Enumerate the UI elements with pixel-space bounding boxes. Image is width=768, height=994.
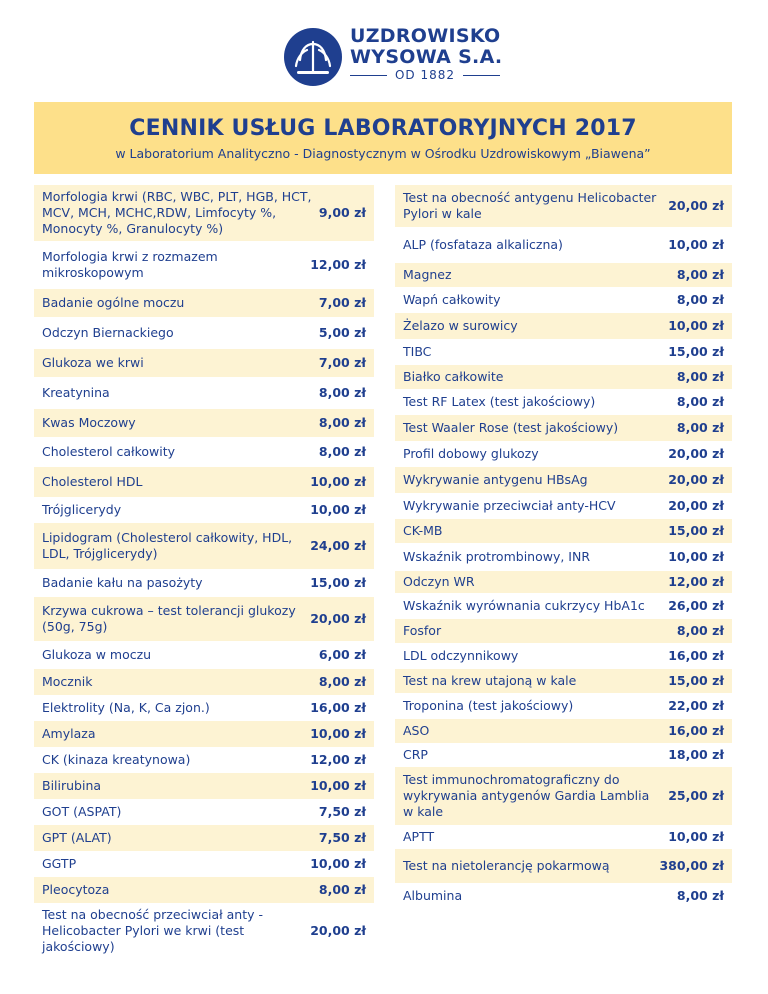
price-row (395, 619, 732, 643)
price-row (34, 903, 374, 959)
test-price: 7,50 zł (318, 830, 366, 845)
price-row (34, 409, 374, 437)
price-row (395, 263, 732, 287)
test-price: 8,00 zł (676, 394, 724, 409)
price-row (34, 377, 374, 409)
price-row (34, 721, 374, 747)
test-price: 9,00 zł (318, 205, 366, 220)
test-name: Kwas Moczowy (42, 415, 136, 430)
logo-wordmark (350, 26, 502, 68)
test-name: CK (kinaza kreatynowa) (42, 752, 191, 767)
test-price: 12,00 zł (310, 752, 366, 767)
price-row (34, 569, 374, 597)
price-row (395, 767, 732, 825)
test-price: 5,00 zł (318, 325, 366, 340)
test-name: Test RF Latex (test jakościowy) (403, 394, 596, 409)
price-row (34, 241, 374, 289)
price-row (395, 415, 732, 441)
price-row (34, 317, 374, 349)
page-title: CENNIK USŁUG LABORATORYJNYCH 2017 (129, 116, 637, 141)
test-name: Bilirubina (42, 778, 102, 793)
test-name: Kreatynina (42, 385, 110, 400)
divider (350, 75, 387, 76)
test-price: 10,00 zł (668, 829, 724, 844)
test-name: Troponina (test jakościowy) (403, 698, 574, 713)
test-price: 10,00 zł (668, 237, 724, 252)
test-name: Odczyn WR (403, 574, 475, 589)
price-row (395, 571, 732, 593)
test-name: Wykrywanie przeciwciał anty-HCV (403, 498, 616, 513)
test-price: 22,00 zł (668, 698, 724, 713)
test-price: 25,00 zł (668, 788, 724, 803)
logo-year-text: OD 1882 (394, 68, 456, 82)
test-name: CRP (403, 747, 428, 762)
test-price: 10,00 zł (310, 856, 366, 871)
test-price: 8,00 zł (318, 882, 366, 897)
price-row (395, 693, 732, 719)
test-name: Elektrolity (Na, K, Ca zjon.) (42, 700, 210, 715)
test-price: 20,00 zł (310, 923, 366, 938)
test-price: 10,00 zł (310, 474, 366, 489)
test-name: Mocznik (42, 674, 93, 689)
price-row (395, 825, 732, 849)
test-price: 15,00 zł (310, 575, 366, 590)
test-name: Morfologia krwi (RBC, WBC, PLT, HGB, HCT, MCV, MCH, MCHC,RDW, Limfocyty %, Monocyty %, Granulocyty %) (42, 189, 312, 236)
test-price: 16,00 zł (668, 723, 724, 738)
logo-since (350, 68, 500, 82)
test-price: 10,00 zł (310, 502, 366, 517)
price-row (395, 185, 732, 227)
price-row (395, 849, 732, 883)
price-row (34, 877, 374, 903)
divider (463, 75, 500, 76)
test-name: Test Waaler Rose (test jakościowy) (403, 420, 619, 435)
test-name: Lipidogram (Cholesterol całkowity, HDL, LDL, Trójglicerydy) (42, 530, 293, 561)
test-name: Glukoza w moczu (42, 647, 152, 662)
test-price: 8,00 zł (676, 888, 724, 903)
test-price: 7,50 zł (318, 804, 366, 819)
price-row (34, 799, 374, 825)
test-name: Wskaźnik wyrównania cukrzycy HbA1c (403, 598, 645, 613)
test-price: 8,00 zł (676, 420, 724, 435)
logo-line-1: UZDROWISKO (350, 25, 501, 47)
test-name: Badanie kału na pasożyty (42, 575, 203, 590)
test-name: Glukoza we krwi (42, 355, 144, 370)
test-name: Trójglicerydy (42, 502, 122, 517)
logo-line-2: WYSOWA S.A. (350, 46, 503, 68)
price-row (34, 185, 374, 241)
price-list-right (395, 185, 732, 909)
test-name: Żelazo w surowicy (403, 318, 518, 333)
price-row (395, 389, 732, 415)
test-name: Morfologia krwi z rozmazem mikroskopowym (42, 249, 218, 280)
test-name: Test na nietolerancję pokarmową (403, 858, 610, 873)
test-price: 20,00 zł (668, 472, 724, 487)
test-price: 8,00 zł (318, 385, 366, 400)
test-name: Test na obecność antygenu Helicobacter Pylori w kale (403, 190, 657, 221)
test-name: Wskaźnik protrombinowy, INR (403, 549, 591, 564)
price-row (395, 883, 732, 909)
title-banner (34, 102, 732, 174)
test-price: 15,00 zł (668, 673, 724, 688)
test-name: ASO (403, 723, 430, 738)
price-row (395, 519, 732, 543)
test-price: 8,00 zł (676, 267, 724, 282)
test-price: 20,00 zł (668, 498, 724, 513)
price-row (395, 669, 732, 693)
price-row (395, 227, 732, 263)
test-price: 12,00 zł (310, 257, 366, 272)
test-price: 7,00 zł (318, 295, 366, 310)
test-price: 16,00 zł (310, 700, 366, 715)
price-row (34, 641, 374, 669)
price-row (34, 851, 374, 877)
test-price: 8,00 zł (676, 292, 724, 307)
test-price: 10,00 zł (310, 726, 366, 741)
test-name: GGTP (42, 856, 77, 871)
test-name: Test na krew utajoną w kale (403, 673, 577, 688)
test-name: APTT (403, 829, 435, 844)
test-price: 20,00 zł (668, 446, 724, 461)
price-row (395, 543, 732, 571)
test-price: 26,00 zł (668, 598, 724, 613)
price-row (395, 441, 732, 467)
test-name: Test na obecność przeciwciał anty - Helicobacter Pylori we krwi (test jakościowy) (42, 907, 264, 954)
price-row (34, 695, 374, 721)
test-name: LDL odczynnikowy (403, 648, 519, 663)
test-price: 8,00 zł (318, 415, 366, 430)
test-name: Badanie ogólne moczu (42, 295, 185, 310)
test-name: Fosfor (403, 623, 442, 638)
price-row (395, 287, 732, 313)
test-name: Cholesterol całkowity (42, 444, 176, 459)
test-price: 10,00 zł (310, 778, 366, 793)
price-row (34, 437, 374, 467)
test-name: Białko całkowite (403, 369, 504, 384)
test-name: GPT (ALAT) (42, 830, 112, 845)
test-price: 380,00 zł (659, 858, 724, 873)
price-row (34, 825, 374, 851)
test-price: 20,00 zł (668, 198, 724, 213)
test-name: Odczyn Biernackiego (42, 325, 174, 340)
price-row (34, 349, 374, 377)
test-price: 12,00 zł (668, 574, 724, 589)
test-name: Test immunochromatograficzny do wykrywania antygenów Gardia Lamblia w kale (403, 772, 650, 819)
test-name: Wapń całkowity (403, 292, 501, 307)
test-price: 6,00 zł (318, 647, 366, 662)
test-name: Wykrywanie antygenu HBsAg (403, 472, 588, 487)
test-name: Magnez (403, 267, 452, 282)
price-row (395, 493, 732, 519)
test-price: 16,00 zł (668, 648, 724, 663)
page-subtitle: w Laboratorium Analityczno - Diagnostycznym w Ośrodku Uzdrowiskowym „Biawena” (115, 146, 651, 161)
price-row (395, 743, 732, 767)
test-price: 8,00 zł (318, 444, 366, 459)
price-list-left (34, 185, 374, 959)
test-name: Pleocytoza (42, 882, 110, 897)
test-price: 15,00 zł (668, 523, 724, 538)
price-row (34, 669, 374, 695)
price-row (34, 773, 374, 799)
test-price: 7,00 zł (318, 355, 366, 370)
price-row (395, 365, 732, 389)
test-price: 18,00 zł (668, 747, 724, 762)
price-row (395, 643, 732, 669)
test-name: GOT (ASPAT) (42, 804, 122, 819)
price-row (395, 719, 732, 743)
price-row (34, 747, 374, 773)
price-row (34, 523, 374, 569)
price-row (395, 467, 732, 493)
price-row (395, 593, 732, 619)
test-name: CK-MB (403, 523, 443, 538)
price-row (34, 497, 374, 523)
test-name: TIBC (403, 344, 432, 359)
price-row (34, 597, 374, 641)
test-price: 8,00 zł (676, 623, 724, 638)
test-name: Krzywa cukrowa – test tolerancji glukozy (50g, 75g) (42, 603, 296, 634)
test-name: Profil dobowy glukozy (403, 446, 539, 461)
price-row (34, 289, 374, 317)
price-row (395, 339, 732, 365)
test-name: Albumina (403, 888, 463, 903)
test-price: 24,00 zł (310, 538, 366, 553)
test-price: 10,00 zł (668, 318, 724, 333)
test-name: ALP (fosfataza alkaliczna) (403, 237, 563, 252)
test-price: 8,00 zł (676, 369, 724, 384)
fountain-logo-icon (284, 28, 342, 86)
test-price: 10,00 zł (668, 549, 724, 564)
test-name: Cholesterol HDL (42, 474, 143, 489)
test-price: 8,00 zł (318, 674, 366, 689)
company-logo (284, 24, 504, 88)
price-row (395, 313, 732, 339)
price-row (34, 467, 374, 497)
test-price: 20,00 zł (310, 611, 366, 626)
test-name: Amylaza (42, 726, 96, 741)
test-price: 15,00 zł (668, 344, 724, 359)
